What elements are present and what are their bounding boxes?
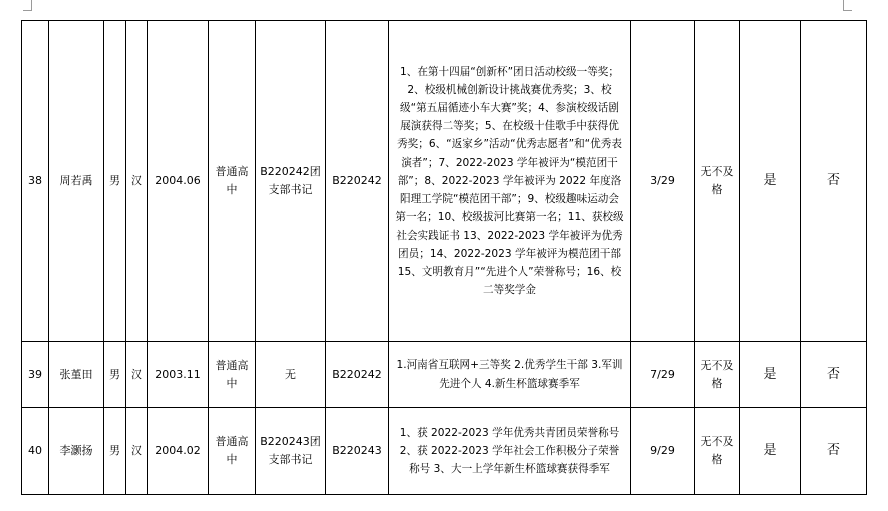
agree-cell: 是 — [740, 408, 801, 495]
school-type: 普通高中 — [209, 21, 256, 342]
table-row — [22, 342, 867, 408]
student-name: 周若禹 — [49, 21, 104, 342]
position: 无 — [256, 342, 326, 408]
disagree-cell: 否 — [801, 342, 867, 408]
table-row — [22, 408, 867, 495]
ethnicity: 汉 — [126, 21, 148, 342]
row-number: 39 — [22, 342, 49, 408]
position: B220243团支部书记 — [256, 408, 326, 495]
rank: 7/29 — [631, 342, 695, 408]
row-number: 40 — [22, 408, 49, 495]
agree-cell: 是 — [740, 21, 801, 342]
gender: 男 — [104, 21, 126, 342]
row-number: 38 — [22, 21, 49, 342]
page-corner-mark-left — [23, 0, 32, 11]
birth-date: 2003.11 — [148, 342, 209, 408]
class-id: B220242 — [326, 21, 389, 342]
class-id: B220243 — [326, 408, 389, 495]
rank: 3/29 — [631, 21, 695, 342]
student-name: 李灏扬 — [49, 408, 104, 495]
awards: 1.河南省互联网+三等奖 2.优秀学生干部 3.军训先进个人 4.新生杯篮球赛季军 — [389, 342, 631, 408]
ethnicity: 汉 — [126, 408, 148, 495]
position: B220242团支部书记 — [256, 21, 326, 342]
ethnicity: 汉 — [126, 342, 148, 408]
class-id: B220242 — [326, 342, 389, 408]
school-type: 普通高中 — [209, 342, 256, 408]
gender: 男 — [104, 408, 126, 495]
student-table — [21, 20, 867, 495]
page-corner-mark-right — [843, 0, 852, 11]
agree-cell: 是 — [740, 342, 801, 408]
awards: 1、获 2022-2023 学年优秀共青团员荣誉称号 2、获 2022-2023 学年社会工作积极分子荣誉称号 3、大一上学年新生杯篮球赛获得季军 — [389, 408, 631, 495]
table-row — [22, 21, 867, 342]
fail-status: 无不及格 — [695, 408, 740, 495]
birth-date: 2004.06 — [148, 21, 209, 342]
student-name: 张堇田 — [49, 342, 104, 408]
fail-status: 无不及格 — [695, 21, 740, 342]
school-type: 普通高中 — [209, 408, 256, 495]
gender: 男 — [104, 342, 126, 408]
disagree-cell: 否 — [801, 408, 867, 495]
disagree-cell: 否 — [801, 21, 867, 342]
birth-date: 2004.02 — [148, 408, 209, 495]
fail-status: 无不及格 — [695, 342, 740, 408]
awards: 1、在第十四届“创新杯”团日活动校级一等奖；2、校级机械创新设计挑战赛优秀奖；3、校级“第五届循迹小车大赛”奖；4、参演校级话剧展演获得二等奖；5、在校级十佳歌手中获得优秀奖；6、“返家乡”活动“优秀志愿者”和“优秀表演者”；7、2022-2023 学年被评为“模范团干部”；8、2022-2023 学年被评为 2022 年度洛阳理工学院“模范团干部”；9、校级趣味运动会第一名；10、校级拔河比赛第一名；11、获校级社会实践证书 13、2022-2023 学年被评为优秀团员；14、2022-2023 学年被评为模范团干部 15、文明教育月”“先进个人”荣誉称号；16、校二等奖学金 — [389, 21, 631, 342]
rank: 9/29 — [631, 408, 695, 495]
